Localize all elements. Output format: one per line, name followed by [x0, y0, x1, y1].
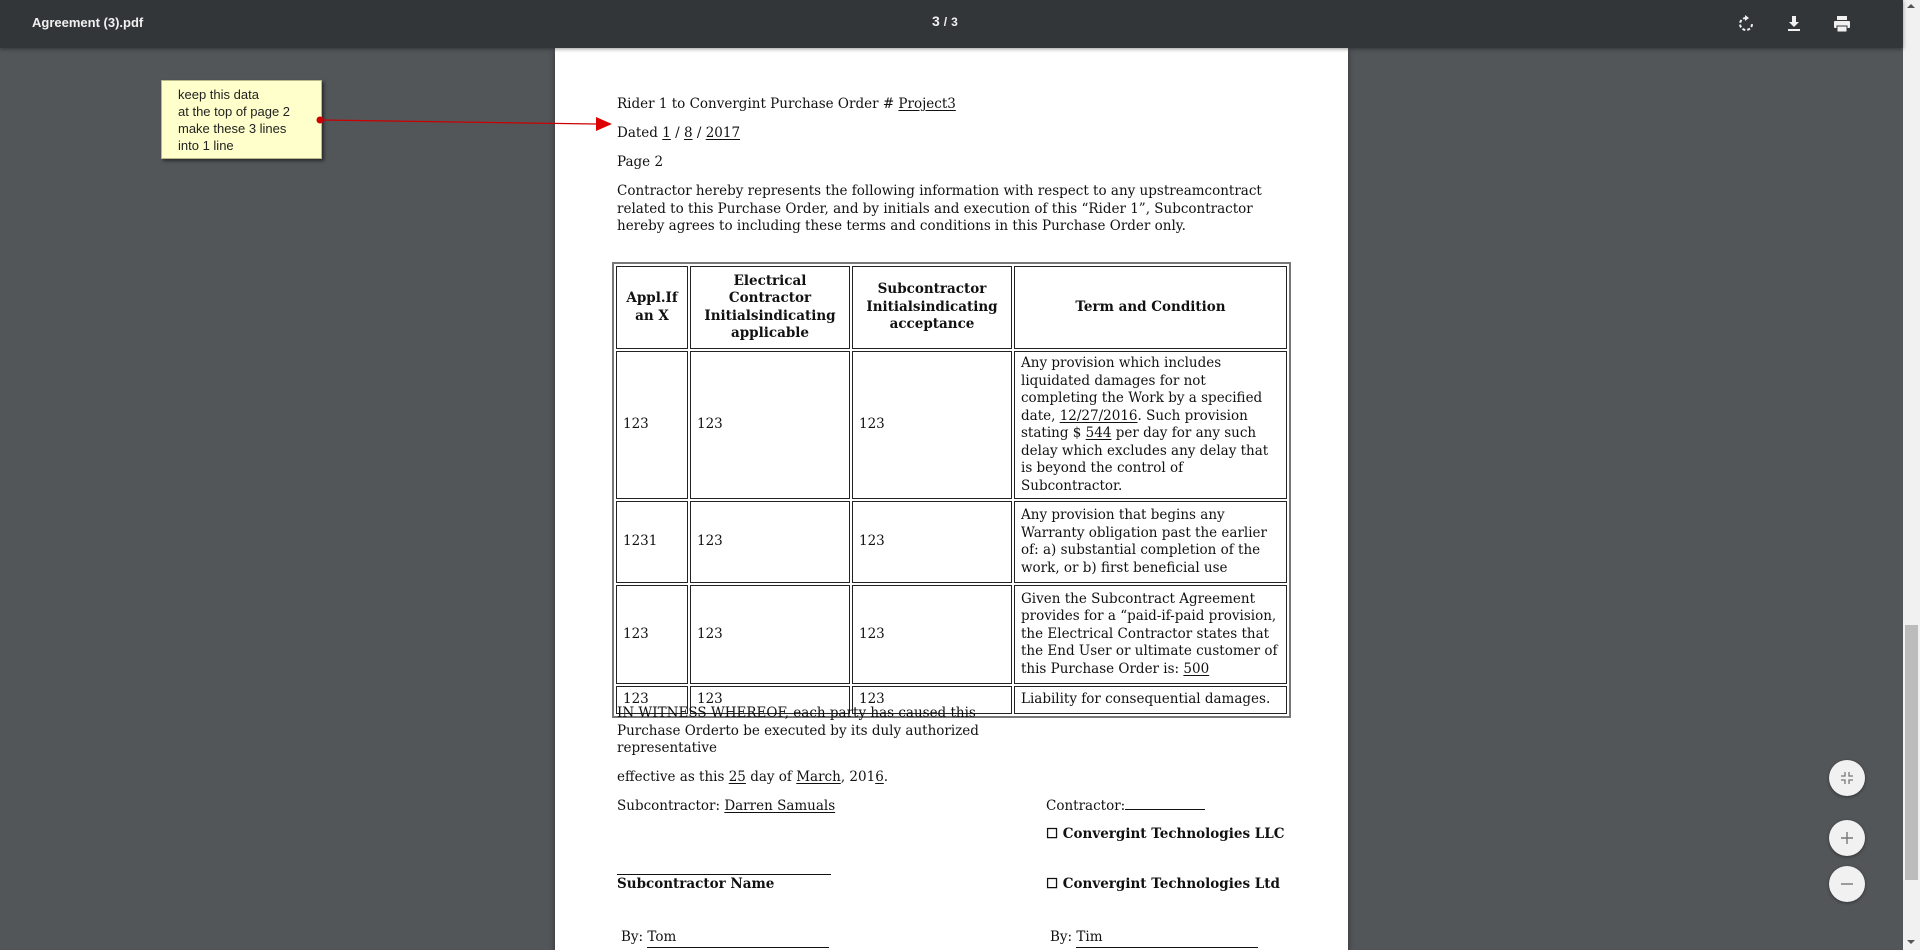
pdf-page: [555, 48, 1348, 950]
document-viewport[interactable]: [0, 48, 1903, 950]
note-line: make these 3 lines: [178, 121, 287, 136]
dated-line: Dated 1 / 8 / 2017: [617, 125, 741, 141]
contractor-option-llc: ☐ Convergint Technologies LLC: [1046, 826, 1285, 842]
zoom-in-icon: [1840, 831, 1854, 845]
header-sub-initials: Subcontractor Initialsindicating acceptance: [852, 266, 1012, 349]
header-term: Term and Condition: [1014, 266, 1287, 349]
vertical-scrollbar[interactable]: [1903, 0, 1920, 950]
cell-term: Given the Subcontract Agreement provides for a “paid-if-paid provision, the Electrical Contractor states that the End User or ultimate customer of this Purchase Order is: 500: [1014, 585, 1287, 684]
cell-term: Liability for consequential damages.: [1014, 686, 1287, 714]
subcontractor-line: Subcontractor: Darren Samuals: [617, 798, 836, 814]
table-header-row: [616, 266, 1287, 349]
cell-appl: 123: [616, 585, 688, 684]
file-title: Agreement (3).pdf: [32, 15, 144, 30]
rider-line: Rider 1 to Convergint Purchase Order # Project3: [617, 96, 956, 112]
intro-paragraph: Contractor hereby represents the following information with respect to any upstreamcontract related to this Purchase Order, and by initials and execution of this “Rider 1”, Subcontractor hereby agrees to including these terms and conditions in this Purchase Order only.: [617, 183, 1262, 234]
cell-ec: 123: [690, 351, 850, 499]
table-row: [616, 585, 1287, 684]
table-row: [616, 501, 1287, 583]
table-row: [616, 351, 1287, 499]
zoom-in-button[interactable]: [1829, 820, 1865, 856]
scrollbar-thumb[interactable]: [1905, 625, 1918, 880]
print-icon[interactable]: [1830, 12, 1854, 36]
cell-appl: 1231: [616, 501, 688, 583]
zoom-out-icon: [1840, 877, 1854, 891]
header-ec-initials: Electrical Contractor Initialsindicating applicable: [690, 266, 850, 349]
fit-to-page-button[interactable]: [1829, 760, 1865, 796]
note-line: keep this data: [178, 87, 259, 102]
page-indicator: [932, 13, 958, 29]
pdf-toolbar: [0, 0, 1903, 48]
cell-appl: 123: [616, 686, 688, 714]
current-page-input[interactable]: 3: [932, 13, 940, 29]
subcontractor-name-label: Subcontractor Name: [617, 876, 775, 892]
cell-sub: 123: [852, 585, 1012, 684]
effective-line: effective as this 25 day of March, 2016.: [617, 769, 889, 785]
by-con-line: By: Tim: [1050, 929, 1258, 948]
scroll-up-icon[interactable]: [1907, 4, 1915, 8]
cell-appl: 123: [616, 351, 688, 499]
note-line: into 1 line: [178, 138, 234, 153]
cell-sub: 123: [852, 501, 1012, 583]
po-number: Project3: [898, 96, 956, 112]
rotate-icon[interactable]: [1734, 12, 1758, 36]
page-label: Page 2: [617, 154, 664, 170]
note-line: at the top of page 2: [178, 104, 291, 119]
contractor-option-ltd: ☐ Convergint Technologies Ltd: [1046, 876, 1280, 892]
scroll-down-icon[interactable]: [1907, 940, 1915, 944]
cell-ec: 123: [690, 585, 850, 684]
cell-term: Any provision that begins any Warranty obligation past the earlier of: a) substantial completion of the work, or b) first beneficial use: [1014, 501, 1287, 583]
header-appl: Appl.If an X: [616, 266, 688, 349]
page-separator: /: [943, 15, 948, 29]
signature-line: [617, 874, 831, 875]
zoom-out-button[interactable]: [1829, 866, 1865, 902]
subcontractor-value: Darren Samuals: [724, 798, 836, 814]
cell-ec: 123: [690, 686, 850, 714]
contractor-line: Contractor:: [1046, 798, 1205, 816]
total-pages: 3: [951, 15, 958, 29]
by-sub-line: By: Tom: [621, 929, 829, 948]
cell-term: Any provision which includes liquidated damages for not completing the Work by a specified date, 12/27/2016. Such provision stating $ 544 per day for any such delay which excludes any delay that is beyond the control of Subcontractor.: [1014, 351, 1287, 499]
terms-table: [612, 262, 1291, 718]
cell-sub: 123: [852, 351, 1012, 499]
cell-ec: 123: [690, 501, 850, 583]
fit-to-page-icon: [1840, 771, 1854, 785]
cell-sub: 123: [852, 686, 1012, 714]
witness-paragraph: IN WITNESS WHEREOF, each party has caused this Purchase Orderto be executed by its duly authorized representative: [617, 705, 979, 756]
download-icon[interactable]: [1782, 12, 1806, 36]
